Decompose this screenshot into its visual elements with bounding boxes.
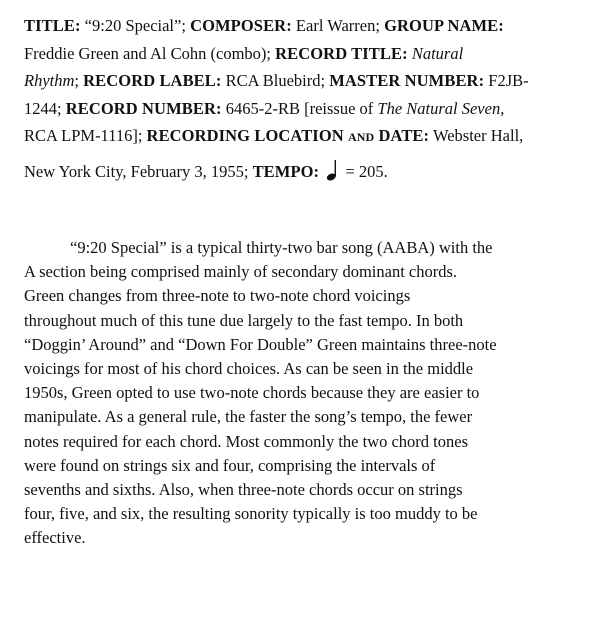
- recording-location-value-cont: New York City, February 3, 1955;: [24, 161, 249, 181]
- metadata-line: [24, 12, 590, 40]
- paragraph-line: notes required for each chord. Most commonly the two chord tones: [24, 431, 469, 451]
- group-name-value: Freddie Green and Al Cohn (combo);: [24, 43, 271, 63]
- paragraph-line: four, five, and six, the resulting sonority typically is too muddy to be: [24, 504, 478, 524]
- reissue-title: The Natural Seven,: [377, 98, 505, 118]
- record-number-label: RECORD NUMBER:: [65, 98, 222, 118]
- paragraph-line: manipulate. As a general rule, the faster the song’s tempo, the fewer: [24, 407, 473, 427]
- metadata-line: [24, 40, 590, 68]
- master-number-value: F2JB-: [488, 71, 529, 91]
- separator: ;: [74, 71, 79, 91]
- paragraph-line: “9:20 Special” is a typical thirty-two bar song (AABA) with the: [70, 238, 493, 257]
- composer-value: Earl Warren;: [295, 16, 380, 35]
- metadata-line: [24, 158, 590, 186]
- record-number-value: 6465-2-RB [reissue of: [225, 98, 374, 118]
- metadata-line: [24, 122, 590, 150]
- master-number-value-cont: 1244;: [24, 98, 62, 118]
- recording-metadata: [24, 12, 590, 186]
- reissue-value: RCA LPM-1116];: [24, 126, 143, 146]
- paragraph-line: 1950s, Green opted to use two-note chords because they are easier to: [24, 383, 480, 403]
- record-title-value-cont: Rhythm: [24, 71, 75, 91]
- paragraph-line: sevenths and sixths. Also, when three-note chords occur on strings: [24, 480, 463, 500]
- group-name-label: GROUP NAME:: [384, 16, 504, 35]
- paragraph-line: were found on strings six and four, comprising the intervals of: [24, 455, 436, 475]
- metadata-line: [24, 95, 590, 123]
- paragraph-line: voicings for most of his chord choices. As can be seen in the middle: [24, 359, 474, 379]
- analysis-paragraph: [24, 236, 592, 551]
- tempo-value: = 205.: [345, 161, 388, 181]
- master-number-label: MASTER NUMBER:: [329, 71, 485, 91]
- record-label-label: RECORD LABEL:: [83, 71, 222, 91]
- recording-location-label: RECORDING LOCATION and DATE:: [146, 126, 430, 146]
- tempo-label: TEMPO:: [252, 161, 320, 181]
- paragraph-line: Green changes from three-note to two-note chord voicings: [24, 286, 411, 306]
- quarter-note-icon: [326, 159, 339, 181]
- metadata-line: [24, 67, 590, 95]
- title-label: TITLE:: [24, 16, 81, 35]
- paragraph-line: throughout much of this tune due largely to the fast tempo. In both: [24, 310, 464, 330]
- record-label-value: RCA Bluebird;: [225, 71, 326, 91]
- paragraph-line: “Doggin’ Around” and “Down For Double” Green maintains three-note: [24, 334, 497, 354]
- record-title-label: RECORD TITLE:: [275, 43, 408, 63]
- composer-label: COMPOSER:: [190, 16, 292, 35]
- record-title-value: Natural: [411, 43, 464, 63]
- title-value: “9:20 Special”;: [84, 16, 186, 35]
- paragraph-line: A section being comprised mainly of secondary dominant chords.: [24, 262, 458, 282]
- paragraph-line: effective.: [24, 528, 86, 548]
- recording-location-value: Webster Hall,: [432, 126, 524, 146]
